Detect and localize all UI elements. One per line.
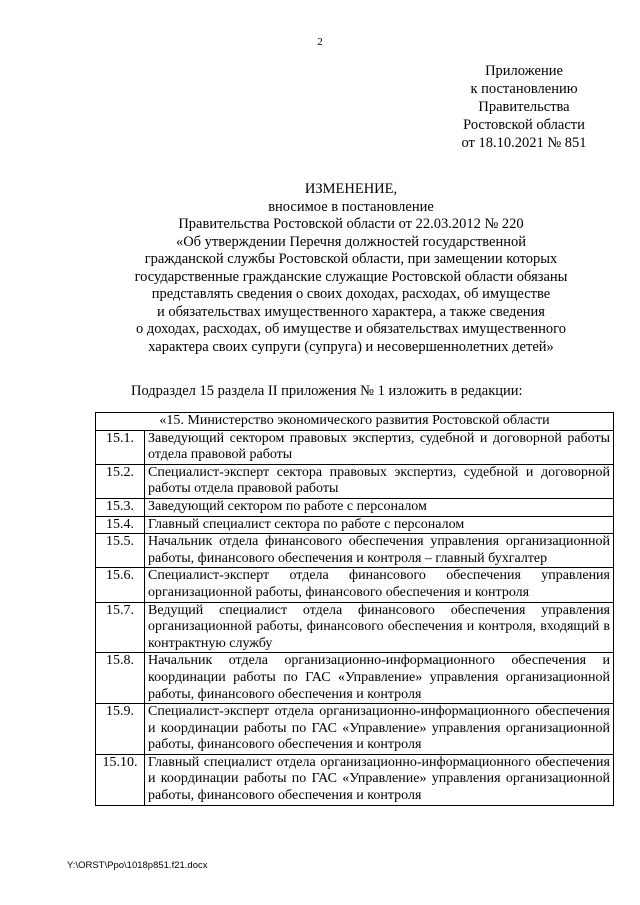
table-header: «15. Министерство экономического развития Ростовской области — [96, 413, 614, 431]
title-line: гражданской службы Ростовской области, при замещении которых — [144, 251, 558, 267]
row-text: Заведующий сектором по работе с персоналом — [145, 498, 614, 516]
row-text: Начальник отдела финансового обеспечения управления организационной работы, финансового обеспечения и контроля – главный бухгалтер — [145, 534, 614, 568]
row-text: Заведующий сектором правовых экспертиз, судебной и договорной работы отдела правовой работы — [145, 430, 614, 464]
title-line: характера своих супруги (супруга) и несовершеннолетних детей» — [148, 338, 554, 355]
appendix-line: Ростовской области — [463, 117, 585, 133]
appendix-line: к постановлению — [470, 81, 578, 97]
table-row — [96, 653, 614, 704]
table-row — [96, 704, 614, 755]
row-text: Специалист-эксперт сектора правовых экспертиз, судебной и договорной работы отдела правовой работы — [145, 464, 614, 498]
row-number: 15.6. — [96, 568, 145, 602]
table-row — [96, 464, 614, 498]
table-header-row — [96, 413, 614, 431]
row-number: 15.9. — [96, 704, 145, 755]
intro-text: Подраздел 15 раздела II приложения № 1 изложить в редакции: — [131, 383, 523, 399]
positions-table — [95, 412, 614, 806]
table-row — [96, 568, 614, 602]
table-row — [96, 534, 614, 568]
row-number: 15.4. — [96, 516, 145, 534]
row-text: Начальник отдела организационно-информационного обеспечения и координации работы по ГАС «Управление» управления организационной работы, финансового обеспечения и контроля — [145, 653, 614, 704]
appendix-line: Правительства — [478, 99, 570, 115]
table-row — [96, 498, 614, 516]
row-number: 15.7. — [96, 602, 145, 653]
row-number: 15.1. — [96, 430, 145, 464]
appendix-block — [424, 62, 624, 152]
row-number: 15.2. — [96, 464, 145, 498]
appendix-line: Приложение — [485, 63, 563, 79]
file-path-footer: Y:\ORST\Ppo\1018p851.f21.docx — [67, 860, 208, 871]
row-text: Ведущий специалист отдела финансового обеспечения управления организационной работы, финансового обеспечения и контроля, входящий в контрактную службу — [145, 602, 614, 653]
title-line: представлять сведения о своих доходах, расходах, об имуществе — [151, 286, 551, 302]
table-row — [96, 754, 614, 805]
row-number: 15.3. — [96, 498, 145, 516]
page-number: 2 — [317, 36, 323, 48]
document-title — [0, 181, 640, 356]
table-row — [96, 602, 614, 653]
row-number: 15.8. — [96, 653, 145, 704]
title-line: о доходах, расходах, об имуществе и обязательствах имущественного — [136, 321, 566, 337]
row-text: Главный специалист сектора по работе с персоналом — [145, 516, 614, 534]
row-text: Специалист-эксперт отдела финансового обеспечения управления организационной работы, финансового обеспечения и контроля — [145, 568, 614, 602]
row-text: Специалист-эксперт отдела организационно-информационного обеспечения и координации работы по ГАС «Управление» управления организационной работы, финансового обеспечения и контроля — [145, 704, 614, 755]
row-number: 15.5. — [96, 534, 145, 568]
title-line: ИЗМЕНЕНИЕ, — [304, 181, 398, 197]
table-row — [96, 516, 614, 534]
title-line: и обязательствах имущественного характера, а также сведения — [157, 303, 545, 320]
appendix-line: от 18.10.2021 № 851 — [461, 135, 587, 151]
title-line: государственные гражданские служащие Ростовской области обязаны — [134, 268, 568, 285]
title-line: Правительства Ростовской области от 22.03.2012 № 220 — [178, 216, 524, 232]
row-number: 15.10. — [96, 754, 145, 805]
title-line: «Об утверждении Перечня должностей государственной — [175, 233, 527, 250]
table-row — [96, 430, 614, 464]
row-text: Главный специалист отдела организационно-информационного обеспечения и координации работы по ГАС «Управление» управления организационной работы, финансового обеспечения и контроля — [145, 754, 614, 805]
title-line: вносимое в постановление — [268, 198, 434, 215]
